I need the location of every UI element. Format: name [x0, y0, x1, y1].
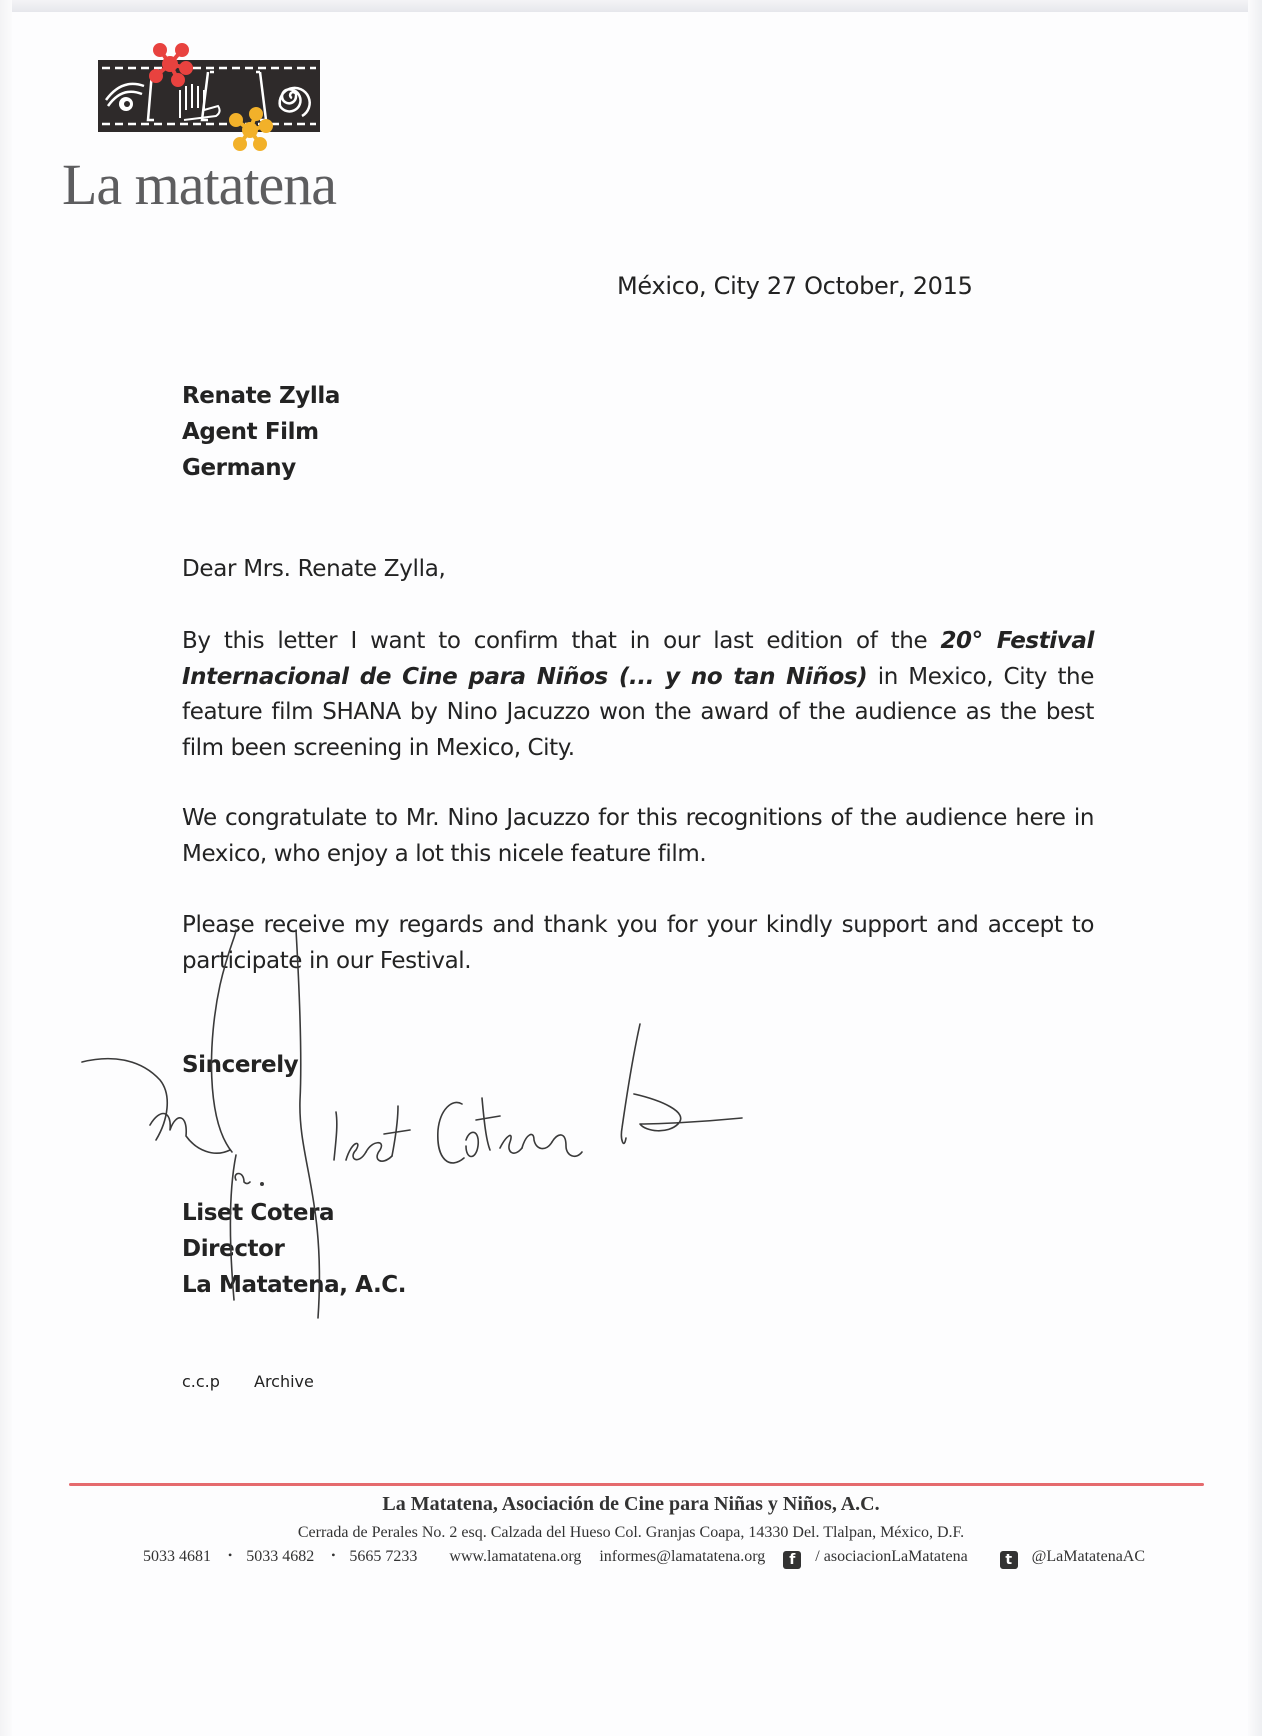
phone-1: 5033 4681	[143, 1548, 211, 1565]
logo-wordmark: La matatena	[62, 152, 336, 217]
footer-facebook[interactable]	[783, 1548, 981, 1568]
body-paragraph-3: Please receive my regards and thank you for your kindly support and accept to participate in our Festival.	[182, 912, 1094, 974]
footer-phones	[143, 1548, 431, 1565]
p1-intro: By this letter I want to confirm that in our last edition of the	[182, 628, 941, 654]
footer-address: Cerrada de Perales No. 2 esq. Calzada del Hueso Col. Granjas Coapa, 14330 Del. Tlalpan, México, D.F.	[297, 1524, 965, 1541]
separator-dot: •	[331, 1548, 336, 1562]
scan-border-right	[1248, 0, 1262, 1736]
signer-name: Liset Cotera	[182, 1200, 335, 1226]
footer-twitter[interactable]	[1000, 1548, 1159, 1568]
signer-block	[182, 1195, 406, 1303]
twitter-handle: @LaMatatenaAC	[1031, 1548, 1146, 1565]
twitter-icon: t	[1000, 1551, 1018, 1569]
recipient-country: Germany	[182, 455, 296, 481]
recipient-block	[182, 378, 340, 486]
body-paragraph-2: We congratulate to Mr. Nino Jacuzzo for this recognitions of the audience here in Mexico, who enjoy a lot this nicele feature film.	[182, 805, 1094, 867]
closing: Sincerely	[182, 1052, 299, 1078]
facebook-handle: / asociacionLaMatatena	[815, 1548, 968, 1565]
footer-contacts	[143, 1548, 1173, 1569]
cc-label: c.c.p	[182, 1372, 220, 1391]
salutation: Dear Mrs. Renate Zylla,	[182, 556, 446, 582]
la-matatena-logo	[60, 38, 390, 217]
p1-rest: in Mexico, City the feature film SHANA by Nino Jacuzzo won the award of the audience as the best film been screening in Mexico, City.	[182, 663, 1094, 761]
film-strip	[98, 60, 320, 132]
separator-dot: •	[228, 1548, 233, 1562]
scan-border-top	[0, 0, 1262, 12]
footer-divider	[69, 1483, 1204, 1486]
recipient-name: Renate Zylla	[182, 383, 340, 409]
letter-date: México, City 27 October, 2015	[617, 272, 973, 300]
signer-title: Director	[182, 1236, 285, 1262]
letter-page	[12, 12, 1248, 1736]
body-paragraph-1	[182, 624, 1094, 766]
footer-website[interactable]: www.lamatatena.org	[449, 1548, 582, 1565]
signer-organization: La Matatena, A.C.	[182, 1272, 407, 1298]
scan-border-left	[0, 0, 12, 1736]
facebook-icon: f	[783, 1551, 801, 1569]
footer-organization: La Matatena, Asociación de Cine para Niñas y Niños, A.C.	[382, 1493, 880, 1515]
footer-email[interactable]: informes@lamatatena.org	[599, 1548, 766, 1565]
cc-value: Archive	[254, 1372, 314, 1391]
phone-2: 5033 4682	[246, 1548, 315, 1565]
phone-3: 5665 7233	[349, 1548, 418, 1565]
festival-name: 20° Festival Internacional de Cine para Niños (... y no tan Niños)	[182, 628, 1094, 690]
recipient-company: Agent Film	[182, 419, 319, 445]
